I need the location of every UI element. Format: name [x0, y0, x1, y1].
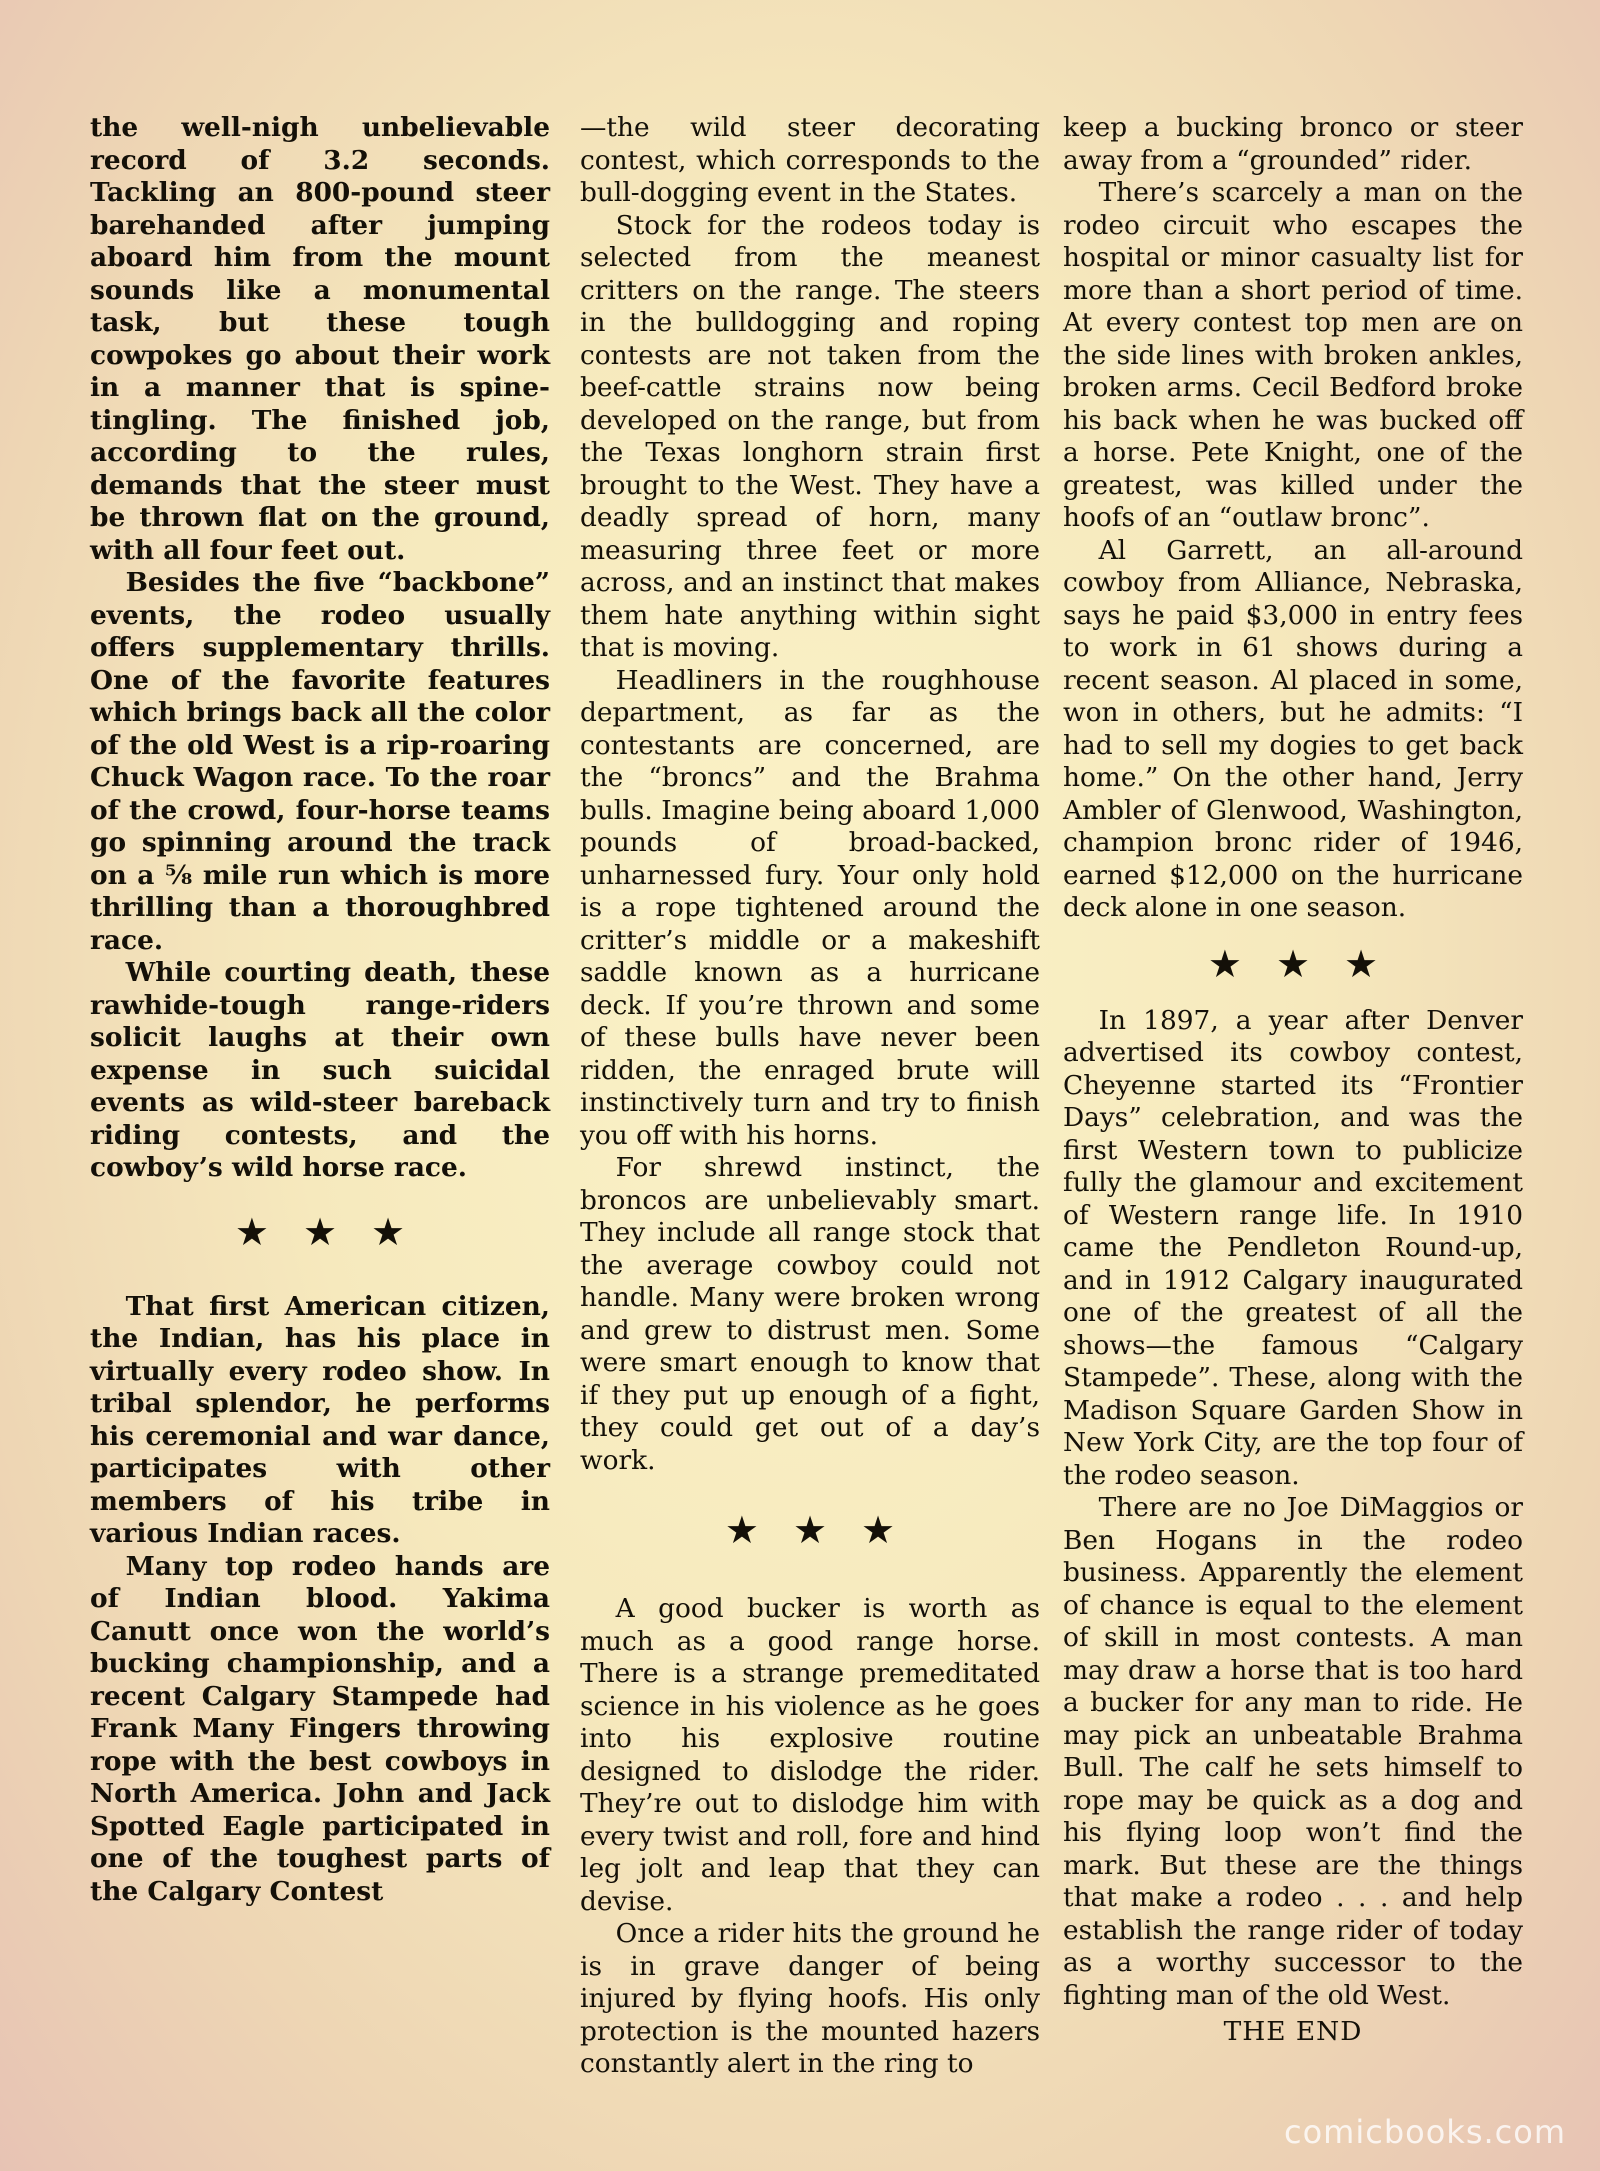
paragraph: While courting death, these rawhide-tough range-riders solicit laughs at their own expense in such suicidal events as wild-steer bareback riding contests, and the cowboy’s wild horse race. [90, 957, 550, 1183]
section-divider-stars: ★★★ [724, 1508, 930, 1552]
paragraph: keep a bucking bronco or steer away from a “grounded” rider. [1063, 112, 1523, 176]
watermark: comicbooks.com [1283, 2113, 1566, 2151]
paragraph: Besides the five “backbone” events, the rodeo usually offers supplementary thrills. One of the favorite features which brings back all the color of the old West is a rip-roaring Chuck Wagon race. To the roar of the crowd, four-horse teams go spinning around the track on a ⅝ mile run which is more thrilling than a thoroughbred race. [90, 567, 550, 956]
paragraph: Headliners in the roughhouse department, as far as the contestants are concerned, are the “broncs” and the Brahma bulls. Imagine being aboard 1,000 pounds of broad-backed, unharnessed fury. Your only hold is a rope tightened around the critter’s middle or a makeshift saddle known as a hurricane deck. If you’re thrown and some of these bulls have never been ridden, the enraged brute will instinctively turn and try to finish you off with his horns. [580, 664, 1040, 1151]
column-3 [1063, 112, 1523, 2049]
column-2 [580, 112, 1040, 2081]
column-1 [90, 112, 550, 1908]
paragraph: Many top rodeo hands are of Indian blood. Yakima Canutt once won the world’s bucking championship, and a recent Calgary Stampede had Frank Many Fingers throwing rope with the best cowboys in North America. John and Jack Spotted Eagle participated in one of the toughest parts of the Calgary Contest [90, 1550, 550, 1907]
paragraph: There are no Joe DiMaggios or Ben Hogans in the rodeo business. Apparently the element of chance is equal to the element of skill in most contests. A man may draw a horse that is too hard a bucker for any man to ride. He may pick an unbeatable Brahma Bull. The calf he sets himself to rope may be quick as a dog and his flying loop won’t find the mark. But these are the things that make a rodeo . . . and help establish the range rider of today as a worthy successor to the fighting man of the old West. [1063, 1492, 1523, 2011]
paragraph: Stock for the rodeos today is selected from the meanest critters on the range. The steers in the bulldogging and roping contests are not taken from the beef-cattle strains now being developed on the range, but from the Texas longhorn strain first brought to the West. They have a deadly spread of horn, many measuring three feet or more across, and an instinct that makes them hate anything within sight that is moving. [580, 209, 1040, 663]
paragraph: the well-nigh unbelievable record of 3.2 seconds. Tackling an 800-pound steer barehanded after jumping aboard him from the mount sounds like a monumental task, but these tough cowpokes go about their work in a manner that is spine-tingling. The finished job, according to the rules, demands that the steer must be thrown flat on the ground, with all four feet out. [90, 112, 550, 566]
paragraph: Once a rider hits the ground he is in grave danger of being injured by flying hoofs. His only protection is the mounted hazers constantly alert in the ring to [580, 1918, 1040, 2079]
paragraph: For shrewd instinct, the broncos are unbelievably smart. They include all range stock that the average cowboy could not handle. Many were broken wrong and grew to distrust men. Some were smart enough to know that if they put up enough of a fight, they could get out of a day’s work. [580, 1152, 1040, 1476]
section-divider-stars: ★★★ [1207, 941, 1413, 986]
paragraph: Al Garrett, an all-around cowboy from Alliance, Nebraska, says he paid $3,000 in entry fees to work in 61 shows during a recent season. Al placed in some, won in others, but he admits: “I had to sell my dogies to get back home.” On the other hand, Jerry Ambler of Glenwood, Washington, champion bronc rider of 1946, earned $12,000 on the hurricane deck alone in one season. [1063, 534, 1523, 923]
paragraph: That first American citizen, the Indian, has his place in virtually every rodeo show. In tribal splendor, he performs his ceremonial and war dance, participates with other members of his tribe in various Indian races. [90, 1290, 550, 1549]
the-end-label: THE END [1223, 2016, 1363, 2047]
paragraph: —the wild steer decorating contest, which corresponds to the bull-dogging event in the States. [580, 112, 1040, 208]
paragraph: In 1897, a year after Denver advertised its cowboy contest, Cheyenne started its “Frontier Days” celebration, and was the first Western town to publicize fully the glamour and excitement of Western range life. In 1910 came the Pendleton Round-up, and in 1912 Calgary inaugurated one of the greatest of all the shows—the famous “Calgary Stampede”. These, along with the Madison Square Garden Show in New York City, are the top four of the rodeo season. [1063, 1004, 1523, 1491]
paragraph: There’s scarcely a man on the rodeo circuit who escapes the hospital or minor casualty list for more than a short period of time. At every contest top men are on the side lines with broken ankles, broken arms. Cecil Bedford broke his back when he was bucked off a horse. Pete Knight, one of the greatest, was killed under the hoofs of an “outlaw bronc”. [1063, 177, 1523, 533]
paragraph: A good bucker is worth as much as a good range horse. There is a strange premeditated science in his violence as he goes into his explosive routine designed to dislodge the rider. They’re out to dislodge him with every twist and roll, fore and hind leg jolt and leap that they can devise. [580, 1593, 1040, 1917]
section-divider-stars: ★★★ [234, 1209, 440, 1254]
